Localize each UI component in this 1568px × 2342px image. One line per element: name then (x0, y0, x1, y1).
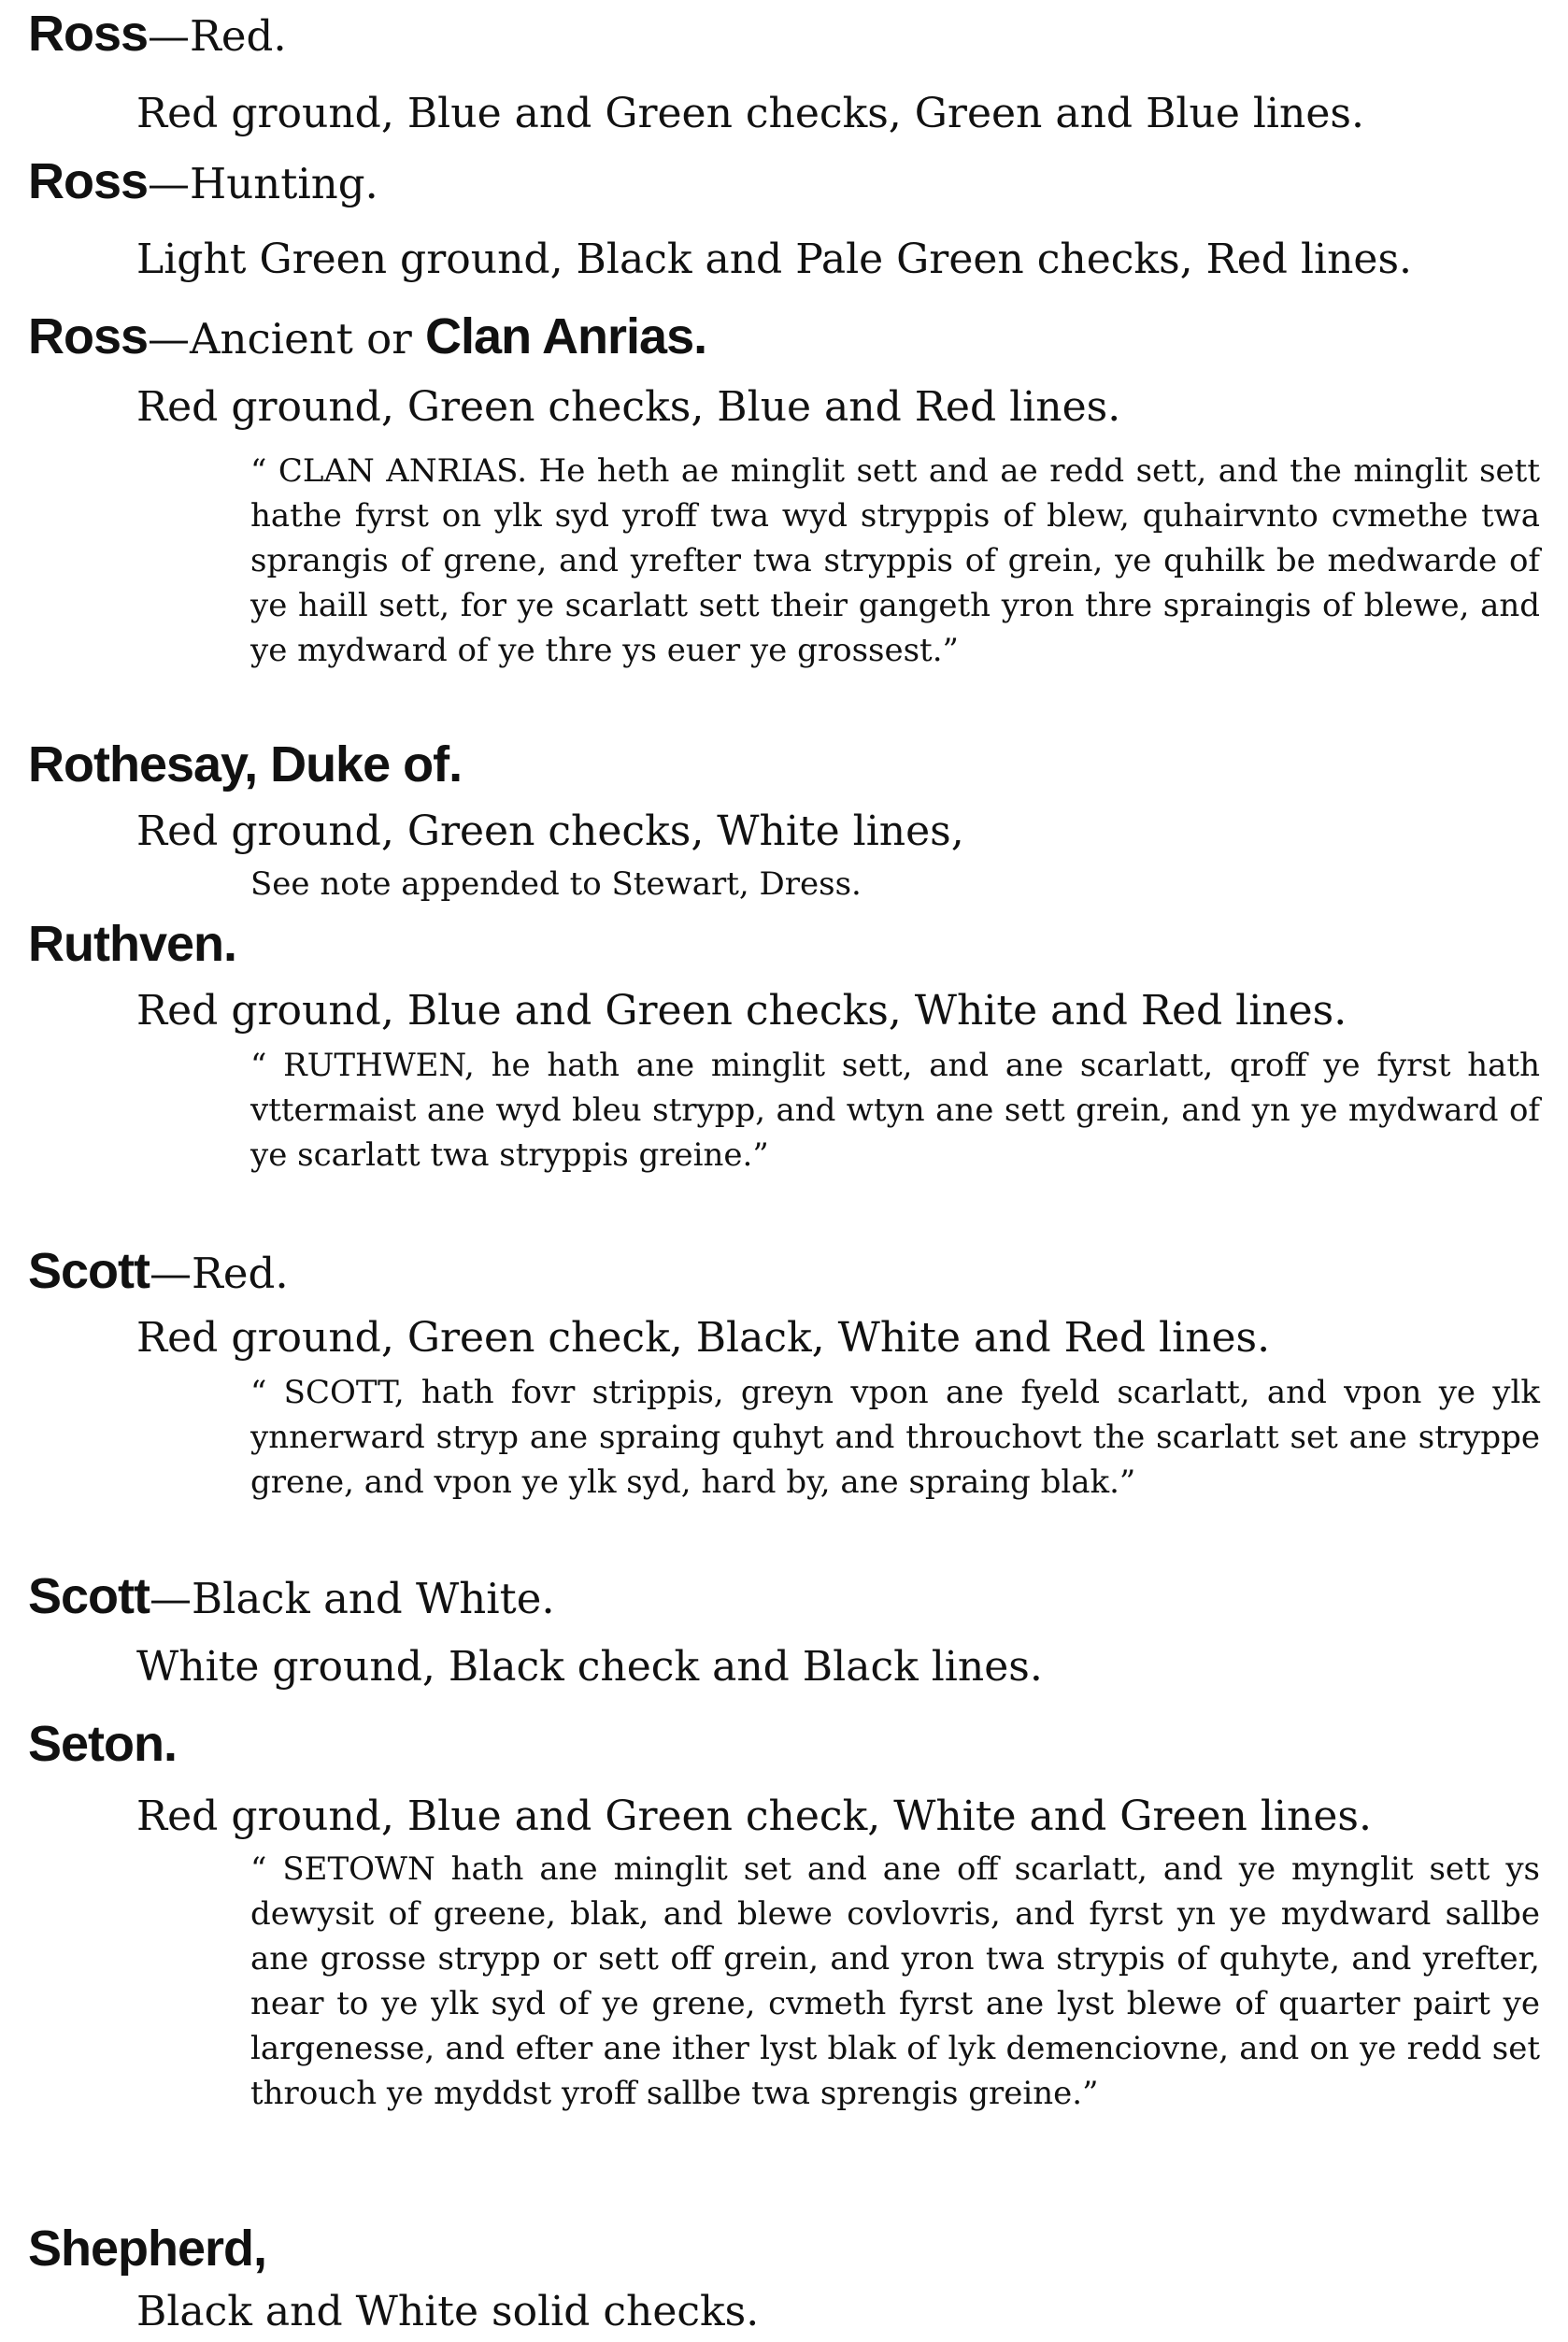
heading-separator: — (150, 1249, 192, 1298)
heading-separator: — (148, 11, 191, 61)
entry-heading (28, 2222, 266, 2278)
clan-name: Scott (28, 1243, 150, 1299)
tartan-variant: Red. (192, 1249, 289, 1298)
clan-name: Ross (28, 308, 149, 364)
tartan-variant: Ancient or (190, 314, 426, 364)
entry-heading (28, 155, 378, 210)
tartan-variant: Red. (190, 11, 287, 61)
clan-name: Rothesay, Duke of. (28, 736, 463, 793)
tartan-description: White ground, Black check and Black lines. (136, 1643, 1043, 1691)
historical-quote: “ RUTHWEN, he hath ane minglit sett, and ane scarlatt, qroff ye fyrst hath vttermaist ane wyd bleu strypp, and wtyn ane sett grein, and yn ye mydward of ye scarlatt twa stryppis greine.” (250, 1047, 1540, 1174)
clan-name: Shepherd, (28, 2221, 267, 2277)
tartan-description: Red ground, Blue and Green check, White and Green lines. (136, 1792, 1372, 1840)
tartan-description: Red ground, Green checks, White lines, (136, 807, 964, 855)
tartan-description: Red ground, Blue and Green checks, Green and Blue lines. (136, 90, 1364, 137)
heading-separator: — (148, 159, 191, 208)
heading-separator: — (148, 314, 191, 364)
clan-alias: Clan Anrias. (425, 308, 707, 364)
tartan-description: Red ground, Green check, Black, White and Red lines. (136, 1314, 1271, 1362)
entry-heading (28, 1245, 289, 1300)
clan-name: Scott (28, 1568, 150, 1624)
historical-quote: “ SETOWN hath ane minglit set and ane off scarlatt, and ye mynglit sett ys dewysit of greene, blak, and blewe covlovris, and fyrst yn ye mydward sallbe ane grosse strypp or sett off grein, and yron twa strypis of quhyte, and yrefter, near to ye ylk syd of ye grene, cvmeth fyrst ane lyst blewe of quarter pairt ye largenesse, and efter ane ither lyst blak of lyk demenciovne, and on ye redd set throuch ye myddst yroff sallbe twa sprengis greine.” (250, 1850, 1540, 2112)
entry-heading (28, 918, 236, 973)
entry-heading (28, 7, 287, 63)
clan-name: Seton. (28, 1716, 178, 1772)
heading-separator: — (150, 1574, 192, 1623)
historical-quote: “ CLAN ANRIAS. He heth ae minglit sett and ae redd sett, and the minglit sett hathe fyrst on ylk syd yroff twa wyd stryppis of blew, quhairvnto cvmethe twa sprangis of grene, and yrefter twa stryppis of grein, ye quhilk be medwarde of ye haill sett, for ye scarlatt sett their gangeth yron thre spraingis of blewe, and ye mydward of ye thre ys euer ye grossest.” (250, 452, 1540, 669)
tartan-description: Red ground, Blue and Green checks, White and Red lines. (136, 987, 1347, 1035)
entry-heading (28, 738, 462, 793)
clan-name: Ross (28, 153, 149, 209)
cross-reference-note: See note appended to Stewart, Dress. (250, 865, 862, 903)
historical-quote: “ SCOTT, hath fovr strippis, greyn vpon ane fyeld scarlatt, and vpon ye ylk ynnerward stryp ane spraing quhyt and throuchovt the scarlatt set ane stryppe grene, and vpon ye ylk syd, hard by, ane spraing blak.” (250, 1374, 1540, 1501)
entry-heading (28, 1718, 177, 1773)
clan-name: Ruthven. (28, 916, 237, 972)
entry-heading (28, 310, 706, 365)
tartan-variant: Black and White. (192, 1574, 555, 1623)
tartan-description: Light Green ground, Black and Pale Green checks, Red lines. (136, 236, 1413, 283)
tartan-variant: Hunting. (190, 159, 378, 208)
clan-name: Ross (28, 6, 149, 62)
entry-heading (28, 1570, 555, 1625)
tartan-description: Black and White solid checks. (136, 2288, 760, 2335)
tartan-description: Red ground, Green checks, Blue and Red lines. (136, 383, 1121, 431)
